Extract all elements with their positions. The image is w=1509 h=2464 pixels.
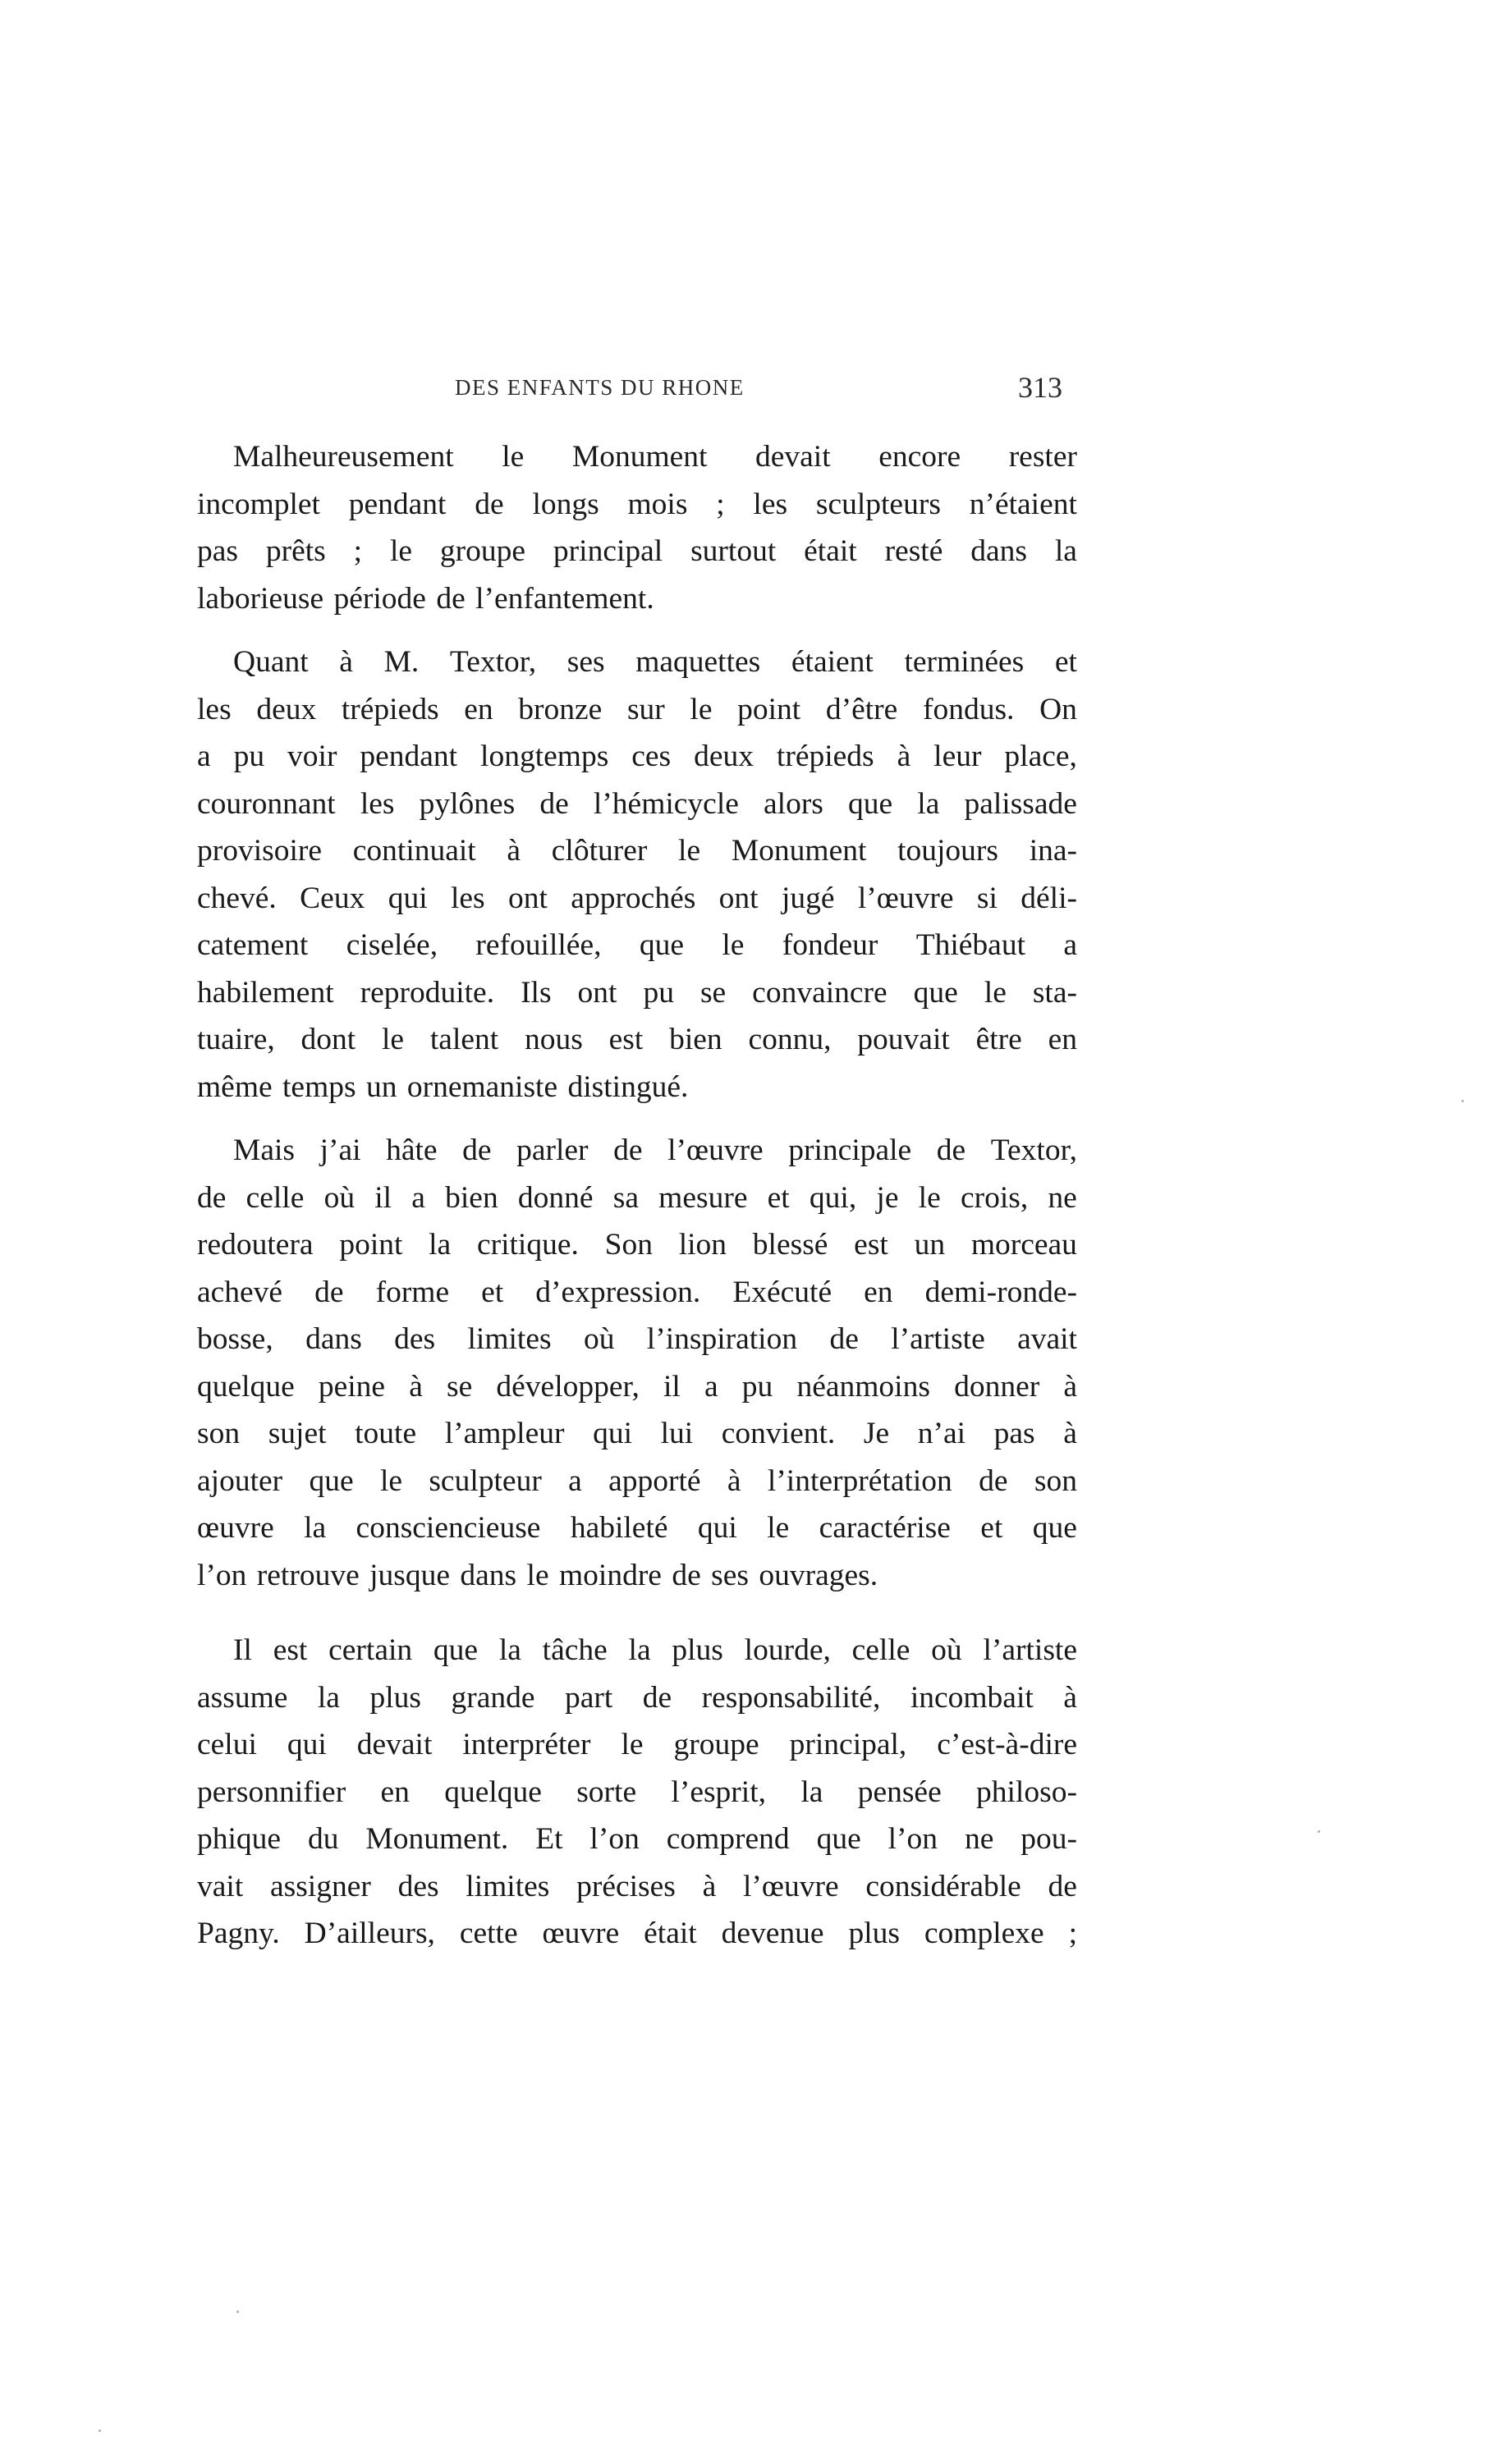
text-line: provisoire continuait à clôturer le Monument toujours ina-: [197, 834, 1077, 868]
text-line: laborieuse période de l’enfantement.: [197, 581, 654, 616]
text-line: catement ciselée, refouillée, que le fondeur Thiébaut a: [197, 928, 1077, 962]
text-line: habilement reproduite. Ils ont pu se convaincre que le sta-: [197, 975, 1077, 1010]
text-line: l’on retrouve jusque dans le moindre de ses ouvrages.: [197, 1558, 878, 1592]
text-line: les deux trépieds en bronze sur le point d’être fondus. On: [197, 692, 1077, 726]
text-line: de celle où il a bien donné sa mesure et qui, je le crois, ne: [197, 1180, 1077, 1215]
paper-speck: [1461, 1100, 1464, 1102]
running-title: DES ENFANTS DU RHONE: [455, 375, 745, 400]
paragraph: [197, 1627, 1077, 1958]
text-line: Mais j’ai hâte de parler de l’œuvre principale de Textor,: [233, 1134, 1077, 1167]
text-line: Il est certain que la tâche la plus lourde, celle où l’artiste: [233, 1633, 1077, 1667]
text-line: incomplet pendant de longs mois ; les sculpteurs n’étaient: [197, 487, 1077, 521]
text-line: redoutera point la critique. Son lion blessé est un morceau: [197, 1228, 1077, 1262]
running-head: [197, 371, 1108, 412]
text-line: personnifier en quelque sorte l’esprit, la pensée philoso-: [197, 1775, 1077, 1809]
text-line: quelque peine à se développer, il a pu néanmoins donner à: [197, 1369, 1077, 1404]
paragraph: [197, 1127, 1077, 1599]
text-line: celui qui devait interpréter le groupe principal, c’est-à-dire: [197, 1728, 1077, 1761]
text-line: même temps un ornemaniste distingué.: [197, 1069, 689, 1104]
paper-speck: [99, 2430, 101, 2432]
page-number: 313: [1018, 371, 1062, 404]
text-line: chevé. Ceux qui les ont approchés ont jugé l’œuvre si déli-: [197, 881, 1077, 915]
body-text: [197, 433, 1077, 1974]
text-line: couronnant les pylônes de l’hémicycle alors que la palissade: [197, 786, 1077, 821]
paragraph: [197, 639, 1077, 1111]
paper-speck: [1318, 1830, 1320, 1833]
text-line: œuvre la consciencieuse habileté qui le caractérise et que: [197, 1511, 1077, 1545]
paper-speck: [236, 2311, 239, 2313]
text-line: achevé de forme et d’expression. Exécuté en demi-ronde-: [197, 1275, 1077, 1309]
text-line: assume la plus grande part de responsabilité, incombait à: [197, 1680, 1077, 1715]
text-line: phique du Monument. Et l’on comprend que l’on ne pou-: [197, 1822, 1077, 1856]
text-line: a pu voir pendant longtemps ces deux trépieds à leur place,: [197, 740, 1077, 773]
text-line: son sujet toute l’ampleur qui lui convient. Je n’ai pas à: [197, 1417, 1077, 1450]
text-line: Quant à M. Textor, ses maquettes étaient terminées et: [233, 645, 1077, 679]
text-line: Pagny. D’ailleurs, cette œuvre était devenue plus complexe ;: [197, 1917, 1077, 1950]
text-line: Malheureusement le Monument devait encore rester: [233, 440, 1077, 474]
text-line: ajouter que le sculpteur a apporté à l’interprétation de son: [197, 1463, 1077, 1498]
text-line: tuaire, dont le talent nous est bien connu, pouvait être en: [197, 1023, 1077, 1056]
text-line: vait assigner des limites précises à l’œuvre considérable de: [197, 1869, 1077, 1903]
text-line: bosse, dans des limites où l’inspiration de l’artiste avait: [197, 1322, 1077, 1356]
paragraph: [197, 433, 1077, 622]
text-line: pas prêts ; le groupe principal surtout était resté dans la: [197, 534, 1077, 568]
